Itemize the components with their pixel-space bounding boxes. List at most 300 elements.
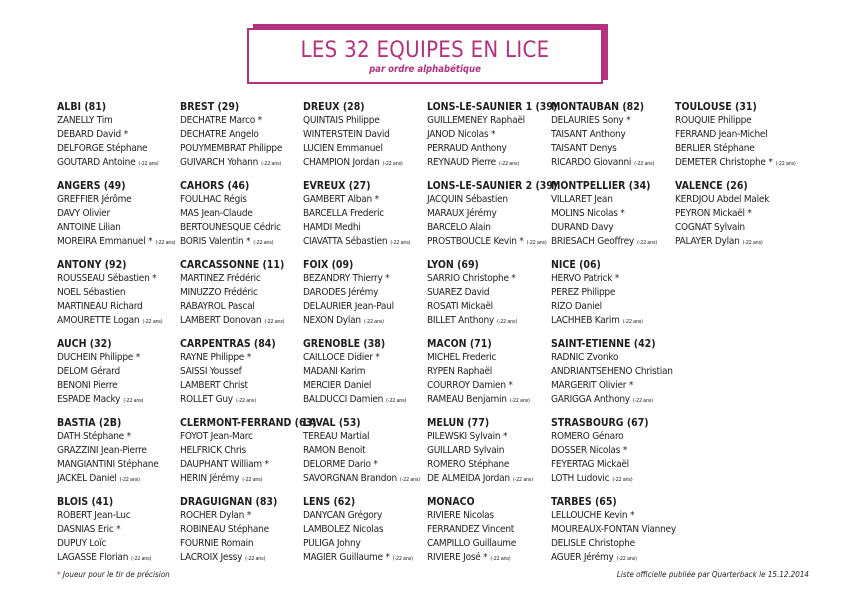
player-row bbox=[180, 235, 304, 250]
player-name: HERIN Jérémy bbox=[180, 473, 240, 484]
team-name: LONS-LE-SAUNIER 2 (39) bbox=[427, 180, 558, 192]
team-block bbox=[551, 416, 675, 495]
player-name: FERRAND Jean-Michel bbox=[675, 129, 768, 140]
under-22-tag: (-22 ans) bbox=[119, 477, 140, 483]
precision-star: * bbox=[385, 273, 390, 284]
player-row bbox=[303, 193, 427, 207]
team-block bbox=[551, 100, 675, 179]
team-column bbox=[551, 100, 675, 574]
player-row bbox=[303, 114, 427, 128]
player-name: LOTH Ludovic bbox=[551, 473, 610, 484]
team-name: BLOIS (41) bbox=[57, 496, 114, 508]
player-name: DURAND Davy bbox=[551, 222, 614, 233]
player-row bbox=[427, 444, 551, 458]
player-row bbox=[551, 393, 675, 408]
player-row bbox=[180, 156, 304, 171]
team-block bbox=[551, 495, 675, 574]
player-row bbox=[180, 537, 304, 551]
player-row bbox=[551, 300, 675, 314]
player-row bbox=[551, 379, 675, 393]
team-name: NICE (06) bbox=[551, 259, 601, 271]
player-name: CAILLOCE Didier bbox=[303, 352, 373, 363]
player-name: ROBERT Jean-Luc bbox=[57, 510, 131, 521]
player-row bbox=[303, 300, 427, 314]
player-name: DEMETER Christophe bbox=[675, 157, 766, 168]
player-name: DELISLE Christophe bbox=[551, 538, 635, 549]
under-22-tag: (-22 ans) bbox=[775, 161, 796, 167]
player-name: LAMBOLEZ Nicolas bbox=[303, 524, 384, 535]
player-name: ANDRIANTSEHENO Christian bbox=[551, 366, 673, 377]
under-22-tag: (-22 ans) bbox=[742, 240, 763, 246]
footnote-star: * bbox=[57, 570, 61, 579]
team-name: SAINT-ETIENNE (42) bbox=[551, 338, 656, 350]
player-name: ROCHER Dylan bbox=[180, 510, 245, 521]
precision-star: * bbox=[511, 273, 516, 284]
under-22-tag: (-22 ans) bbox=[142, 319, 163, 325]
team-name: LONS-LE-SAUNIER 1 (39) bbox=[427, 101, 558, 113]
player-name: JACKEL Daniel bbox=[57, 473, 117, 484]
player-row bbox=[180, 365, 304, 379]
player-name: BRIESACH Geoffrey bbox=[551, 236, 634, 247]
player-name: BILLET Anthony bbox=[427, 315, 494, 326]
team-block bbox=[180, 495, 304, 574]
team-name: CAHORS (46) bbox=[180, 180, 250, 192]
player-name: HAMDI Medhi bbox=[303, 222, 361, 233]
player-row bbox=[180, 114, 304, 128]
player-row bbox=[675, 128, 799, 142]
precision-star: * bbox=[768, 157, 773, 168]
player-row bbox=[427, 523, 551, 537]
team-block bbox=[551, 337, 675, 416]
player-row bbox=[427, 472, 551, 487]
player-row bbox=[303, 430, 427, 444]
player-row bbox=[427, 114, 551, 128]
player-name: MOREIRA Emmanuel bbox=[57, 236, 146, 247]
player-name: DELORME Dario bbox=[303, 459, 371, 470]
team-name: DRAGUIGNAN (83) bbox=[180, 496, 278, 508]
player-row bbox=[427, 286, 551, 300]
player-row bbox=[303, 379, 427, 393]
player-name: GAMBERT Alban bbox=[303, 194, 372, 205]
under-22-tag: (-22 ans) bbox=[390, 240, 411, 246]
player-row bbox=[427, 207, 551, 221]
player-row bbox=[427, 142, 551, 156]
player-row bbox=[551, 114, 675, 128]
player-name: CIAVATTA Sébastien bbox=[303, 236, 388, 247]
team-name: LYON (69) bbox=[427, 259, 479, 271]
player-name: DOSSER Nicolas bbox=[551, 445, 621, 456]
player-name: LACROIX Jessy bbox=[180, 552, 243, 563]
player-name: PROSTBOUCLE Kevin bbox=[427, 236, 517, 247]
footnote-text: Joueur pour le tir de précision bbox=[62, 570, 170, 579]
player-name: ROSATI Mickaël bbox=[427, 301, 493, 312]
under-22-tag: (-22 ans) bbox=[235, 398, 256, 404]
player-row bbox=[57, 156, 181, 171]
player-name: NEXON Dylan bbox=[303, 315, 361, 326]
player-name: GREFFIER Jérôme bbox=[57, 194, 132, 205]
player-row bbox=[551, 128, 675, 142]
player-name: BEZANDRY Thierry bbox=[303, 273, 383, 284]
player-name: COGNAT Sylvain bbox=[675, 222, 745, 233]
under-22-tag: (-22 ans) bbox=[392, 556, 413, 562]
player-name: JANOD Nicolas bbox=[427, 129, 489, 140]
team-name: ANGERS (49) bbox=[57, 180, 126, 192]
player-name: DAUPHANT William bbox=[180, 459, 262, 470]
team-block bbox=[180, 258, 304, 337]
team-column bbox=[675, 100, 799, 258]
team-name: ALBI (81) bbox=[57, 101, 107, 113]
player-row bbox=[57, 551, 181, 566]
player-row bbox=[303, 351, 427, 365]
player-name: SARRIO Christophe bbox=[427, 273, 509, 284]
under-22-tag: (-22 ans) bbox=[386, 398, 407, 404]
player-name: DATH Stéphane bbox=[57, 431, 124, 442]
player-name: RAMEAU Benjamin bbox=[427, 394, 507, 405]
team-name: EVREUX (27) bbox=[303, 180, 371, 192]
player-name: WINTERSTEIN David bbox=[303, 129, 390, 140]
player-row bbox=[675, 156, 799, 171]
player-name: DUPUY Loïc bbox=[57, 538, 107, 549]
team-block bbox=[675, 179, 799, 258]
team-block bbox=[57, 258, 181, 337]
player-name: DASNIAS Eric bbox=[57, 524, 114, 535]
player-name: JACQUIN Sébastien bbox=[427, 194, 508, 205]
team-block bbox=[57, 337, 181, 416]
player-name: ROUQUIE Philippe bbox=[675, 115, 752, 126]
player-name: DECHATRE Marco bbox=[180, 115, 256, 126]
player-name: DE ALMEIDA Jordan bbox=[427, 473, 510, 484]
player-name: DELFORGE Stéphane bbox=[57, 143, 148, 154]
player-row bbox=[427, 221, 551, 235]
player-row bbox=[57, 444, 181, 458]
player-name: ROUSSEAU Sébastien bbox=[57, 273, 150, 284]
player-row bbox=[180, 128, 304, 142]
player-name: ROBINEAU Stéphane bbox=[180, 524, 269, 535]
under-22-tag: (-22 ans) bbox=[261, 161, 282, 167]
player-row bbox=[57, 128, 181, 142]
under-22-tag: (-22 ans) bbox=[264, 319, 285, 325]
player-name: MOUREAUX-FONTAN Vianney bbox=[551, 524, 676, 535]
player-row bbox=[427, 509, 551, 523]
under-22-tag: (-22 ans) bbox=[399, 477, 420, 483]
player-row bbox=[675, 193, 799, 207]
team-block bbox=[303, 416, 427, 495]
player-name: RIVIERE José bbox=[427, 552, 481, 563]
player-row bbox=[551, 537, 675, 551]
player-row bbox=[180, 142, 304, 156]
team-block bbox=[180, 100, 304, 179]
precision-star: * bbox=[628, 380, 634, 391]
header-box bbox=[247, 28, 603, 84]
player-row bbox=[303, 537, 427, 551]
under-22-tag: (-22 ans) bbox=[363, 319, 384, 325]
player-name: BERTOUNESQUE Cédric bbox=[180, 222, 281, 233]
player-row bbox=[427, 156, 551, 171]
player-row bbox=[180, 523, 304, 537]
team-block bbox=[427, 258, 551, 337]
player-name: GRAZZINI Jean-Pierre bbox=[57, 445, 147, 456]
under-22-tag: (-22 ans) bbox=[612, 477, 633, 483]
player-row bbox=[427, 365, 551, 379]
player-name: DEBARD David bbox=[57, 129, 121, 140]
team-name: CARPENTRAS (84) bbox=[180, 338, 276, 350]
under-22-tag: (-22 ans) bbox=[123, 398, 144, 404]
player-row bbox=[551, 156, 675, 171]
team-block bbox=[551, 179, 675, 258]
player-name: TAISANT Anthony bbox=[551, 129, 626, 140]
player-row bbox=[180, 221, 304, 235]
player-name: HERVO Patrick bbox=[551, 273, 613, 284]
under-22-tag: (-22 ans) bbox=[155, 240, 176, 246]
precision-star: * bbox=[373, 459, 378, 470]
under-22-tag: (-22 ans) bbox=[526, 240, 547, 246]
player-name: LAMBERT Donovan bbox=[180, 315, 262, 326]
player-name: PALAYER Dylan bbox=[675, 236, 740, 247]
player-name: FOULHAC Régis bbox=[180, 194, 247, 205]
player-name: HELFRICK Chris bbox=[180, 445, 246, 456]
player-row bbox=[427, 379, 551, 393]
player-name: GARIGGA Anthony bbox=[551, 394, 630, 405]
player-name: QUINTAIS Philippe bbox=[303, 115, 380, 126]
player-name: BERLIER Stéphane bbox=[675, 143, 755, 154]
player-name: MARTINEAU Richard bbox=[57, 301, 143, 312]
player-row bbox=[180, 444, 304, 458]
under-22-tag: (-22 ans) bbox=[616, 556, 637, 562]
under-22-tag: (-22 ans) bbox=[512, 477, 533, 483]
team-name: FOIX (09) bbox=[303, 259, 354, 271]
player-row bbox=[57, 537, 181, 551]
precision-star: * bbox=[374, 194, 379, 205]
team-block bbox=[427, 179, 558, 258]
under-22-tag: (-22 ans) bbox=[490, 556, 511, 562]
player-row bbox=[57, 379, 181, 393]
player-name: CAMPILLO Guillaume bbox=[427, 538, 517, 549]
player-row bbox=[57, 142, 181, 156]
team-block bbox=[57, 495, 181, 574]
precision-star: * bbox=[135, 352, 140, 363]
player-name: DELAURIES Sony bbox=[551, 115, 624, 126]
player-row bbox=[303, 393, 427, 408]
player-row bbox=[57, 193, 181, 207]
player-name: SUAREZ David bbox=[427, 287, 490, 298]
player-name: ZANELLY Tim bbox=[57, 115, 113, 126]
team-name: CLERMONT-FERRAND (63) bbox=[180, 417, 317, 429]
player-row bbox=[180, 300, 304, 314]
player-row bbox=[57, 458, 181, 472]
player-name: MADANI Karim bbox=[303, 366, 366, 377]
under-22-tag: (-22 ans) bbox=[632, 398, 653, 404]
player-name: BARCELLA Frederic bbox=[303, 208, 384, 219]
player-row bbox=[551, 444, 675, 458]
player-name: AGUER Jérémy bbox=[551, 552, 614, 563]
page-title: LES 32 EQUIPES EN LICE bbox=[300, 38, 550, 63]
player-name: ROMERO Génaro bbox=[551, 431, 624, 442]
player-row bbox=[180, 286, 304, 300]
player-name: DUCHEIN Philippe bbox=[57, 352, 134, 363]
player-name: SAISSI Youssef bbox=[180, 366, 242, 377]
team-block bbox=[303, 100, 427, 179]
player-row bbox=[551, 207, 675, 221]
under-22-tag: (-22 ans) bbox=[131, 556, 152, 562]
player-row bbox=[427, 193, 551, 207]
player-row bbox=[427, 393, 551, 408]
player-row bbox=[180, 393, 304, 408]
player-name: MAS Jean-Claude bbox=[180, 208, 253, 219]
precision-star: * bbox=[483, 552, 488, 563]
player-row bbox=[427, 351, 551, 365]
team-block bbox=[303, 258, 427, 337]
player-name: ESPADE Macky bbox=[57, 394, 121, 405]
team-block bbox=[551, 258, 675, 337]
player-row bbox=[427, 551, 551, 566]
team-name: CARCASSONNE (11) bbox=[180, 259, 285, 271]
player-row bbox=[303, 286, 427, 300]
player-row bbox=[303, 509, 427, 523]
precision-star: * bbox=[622, 445, 627, 456]
team-name: VALENCE (26) bbox=[675, 180, 748, 192]
player-name: TEREAU Martial bbox=[303, 431, 370, 442]
player-row bbox=[57, 114, 181, 128]
precision-star: * bbox=[246, 352, 251, 363]
player-name: POUYMEMBRAT Philippe bbox=[180, 143, 283, 154]
under-22-tag: (-22 ans) bbox=[509, 398, 530, 404]
player-row bbox=[675, 142, 799, 156]
team-name: BREST (29) bbox=[180, 101, 240, 113]
player-row bbox=[551, 509, 675, 523]
player-row bbox=[57, 221, 181, 235]
credit-line: Liste officielle publiée par Quarterback le 15.12.2014 bbox=[616, 570, 809, 579]
player-row bbox=[180, 430, 304, 444]
player-row bbox=[303, 272, 427, 286]
player-name: MICHEL Frederic bbox=[427, 352, 497, 363]
player-name: MARTINEZ Frédéric bbox=[180, 273, 261, 284]
player-name: RAMON Benoit bbox=[303, 445, 366, 456]
player-row bbox=[57, 351, 181, 365]
player-row bbox=[303, 142, 427, 156]
team-name: AUCH (32) bbox=[57, 338, 112, 350]
player-row bbox=[303, 235, 427, 250]
player-row bbox=[180, 193, 304, 207]
player-name: NOEL Sébastien bbox=[57, 287, 126, 298]
player-row bbox=[303, 314, 427, 329]
team-block bbox=[57, 416, 181, 495]
team-name: DREUX (28) bbox=[303, 101, 365, 113]
precision-star: * bbox=[490, 129, 496, 140]
player-row bbox=[180, 272, 304, 286]
player-name: MANGIANTINI Stéphane bbox=[57, 459, 159, 470]
player-name: RIZO Daniel bbox=[551, 301, 602, 312]
player-name: GUILLEMENEY Raphaël bbox=[427, 115, 525, 126]
under-22-tag: (-22 ans) bbox=[634, 161, 655, 167]
player-row bbox=[180, 207, 304, 221]
team-name: BASTIA (2B) bbox=[57, 417, 122, 429]
under-22-tag: (-22 ans) bbox=[253, 240, 274, 246]
player-name: LUCIEN Emmanuel bbox=[303, 143, 383, 154]
player-name: BALDUCCI Damien bbox=[303, 394, 384, 405]
player-row bbox=[303, 156, 427, 171]
player-name: MOLINS Nicolas bbox=[551, 208, 618, 219]
player-row bbox=[180, 509, 304, 523]
player-name: DECHATRE Angelo bbox=[180, 129, 259, 140]
player-row bbox=[303, 458, 427, 472]
team-block bbox=[675, 100, 799, 179]
team-column bbox=[180, 100, 317, 574]
player-row bbox=[427, 300, 551, 314]
player-name: GUIVARCH Yohann bbox=[180, 157, 259, 168]
player-name: GUILLARD Sylvain bbox=[427, 445, 505, 456]
player-name: PILEWSKI Sylvain bbox=[427, 431, 501, 442]
under-22-tag: (-22 ans) bbox=[242, 477, 263, 483]
player-name: DELAURIER Jean-Paul bbox=[303, 301, 394, 312]
precision-star: * bbox=[148, 236, 153, 247]
player-row bbox=[427, 235, 551, 250]
player-row bbox=[551, 430, 675, 444]
under-22-tag: (-22 ans) bbox=[245, 556, 266, 562]
player-row bbox=[303, 551, 427, 566]
player-name: MARAUX Jérémy bbox=[427, 208, 497, 219]
player-row bbox=[551, 314, 675, 329]
player-name: LAMBERT Christ bbox=[180, 380, 248, 391]
player-name: ROLLET Guy bbox=[180, 394, 233, 405]
player-name: RICARDO Giovanni bbox=[551, 157, 632, 168]
team-column bbox=[427, 100, 558, 574]
player-row bbox=[427, 430, 551, 444]
player-name: ANTOINE Lilian bbox=[57, 222, 121, 233]
player-name: LACHHEB Karim bbox=[551, 315, 620, 326]
player-name: REYNAUD Pierre bbox=[427, 157, 496, 168]
precision-star: * bbox=[264, 459, 269, 470]
precision-star: * bbox=[126, 431, 131, 442]
player-row bbox=[551, 235, 675, 250]
team-name: GRENOBLE (38) bbox=[303, 338, 386, 350]
precision-star: * bbox=[246, 510, 251, 521]
player-row bbox=[57, 393, 181, 408]
player-row bbox=[427, 537, 551, 551]
player-name: TAISANT Denys bbox=[551, 143, 617, 154]
team-name: LAVAL (53) bbox=[303, 417, 361, 429]
under-22-tag: (-22 ans) bbox=[138, 161, 159, 167]
player-row bbox=[303, 207, 427, 221]
player-row bbox=[57, 365, 181, 379]
player-row bbox=[551, 221, 675, 235]
precision-star: * bbox=[257, 115, 262, 126]
player-name: MARGERIT Olivier bbox=[551, 380, 627, 391]
player-name: RABAYROL Pascal bbox=[180, 301, 255, 312]
precision-star: * bbox=[152, 273, 157, 284]
player-name: COURROY Damien bbox=[427, 380, 506, 391]
team-name: TARBES (65) bbox=[551, 496, 617, 508]
team-name: STRASBOURG (67) bbox=[551, 417, 649, 429]
player-name: LELLOUCHE Kevin bbox=[551, 510, 628, 521]
player-row bbox=[180, 458, 304, 472]
player-row bbox=[551, 142, 675, 156]
team-block bbox=[303, 495, 427, 574]
player-row bbox=[551, 551, 675, 566]
player-name: FERRANDEZ Vincent bbox=[427, 524, 515, 535]
player-row bbox=[551, 472, 675, 487]
player-row bbox=[551, 286, 675, 300]
player-row bbox=[551, 351, 675, 365]
player-row bbox=[303, 128, 427, 142]
player-name: DELOM Gérard bbox=[57, 366, 120, 377]
player-name: VILLARET Jean bbox=[551, 194, 613, 205]
player-row bbox=[57, 523, 181, 537]
player-row bbox=[303, 523, 427, 537]
player-row bbox=[675, 221, 799, 235]
player-name: RADNIC Zvonko bbox=[551, 352, 619, 363]
player-name: DARODES Jérémy bbox=[303, 287, 379, 298]
precision-star: * bbox=[502, 431, 508, 442]
